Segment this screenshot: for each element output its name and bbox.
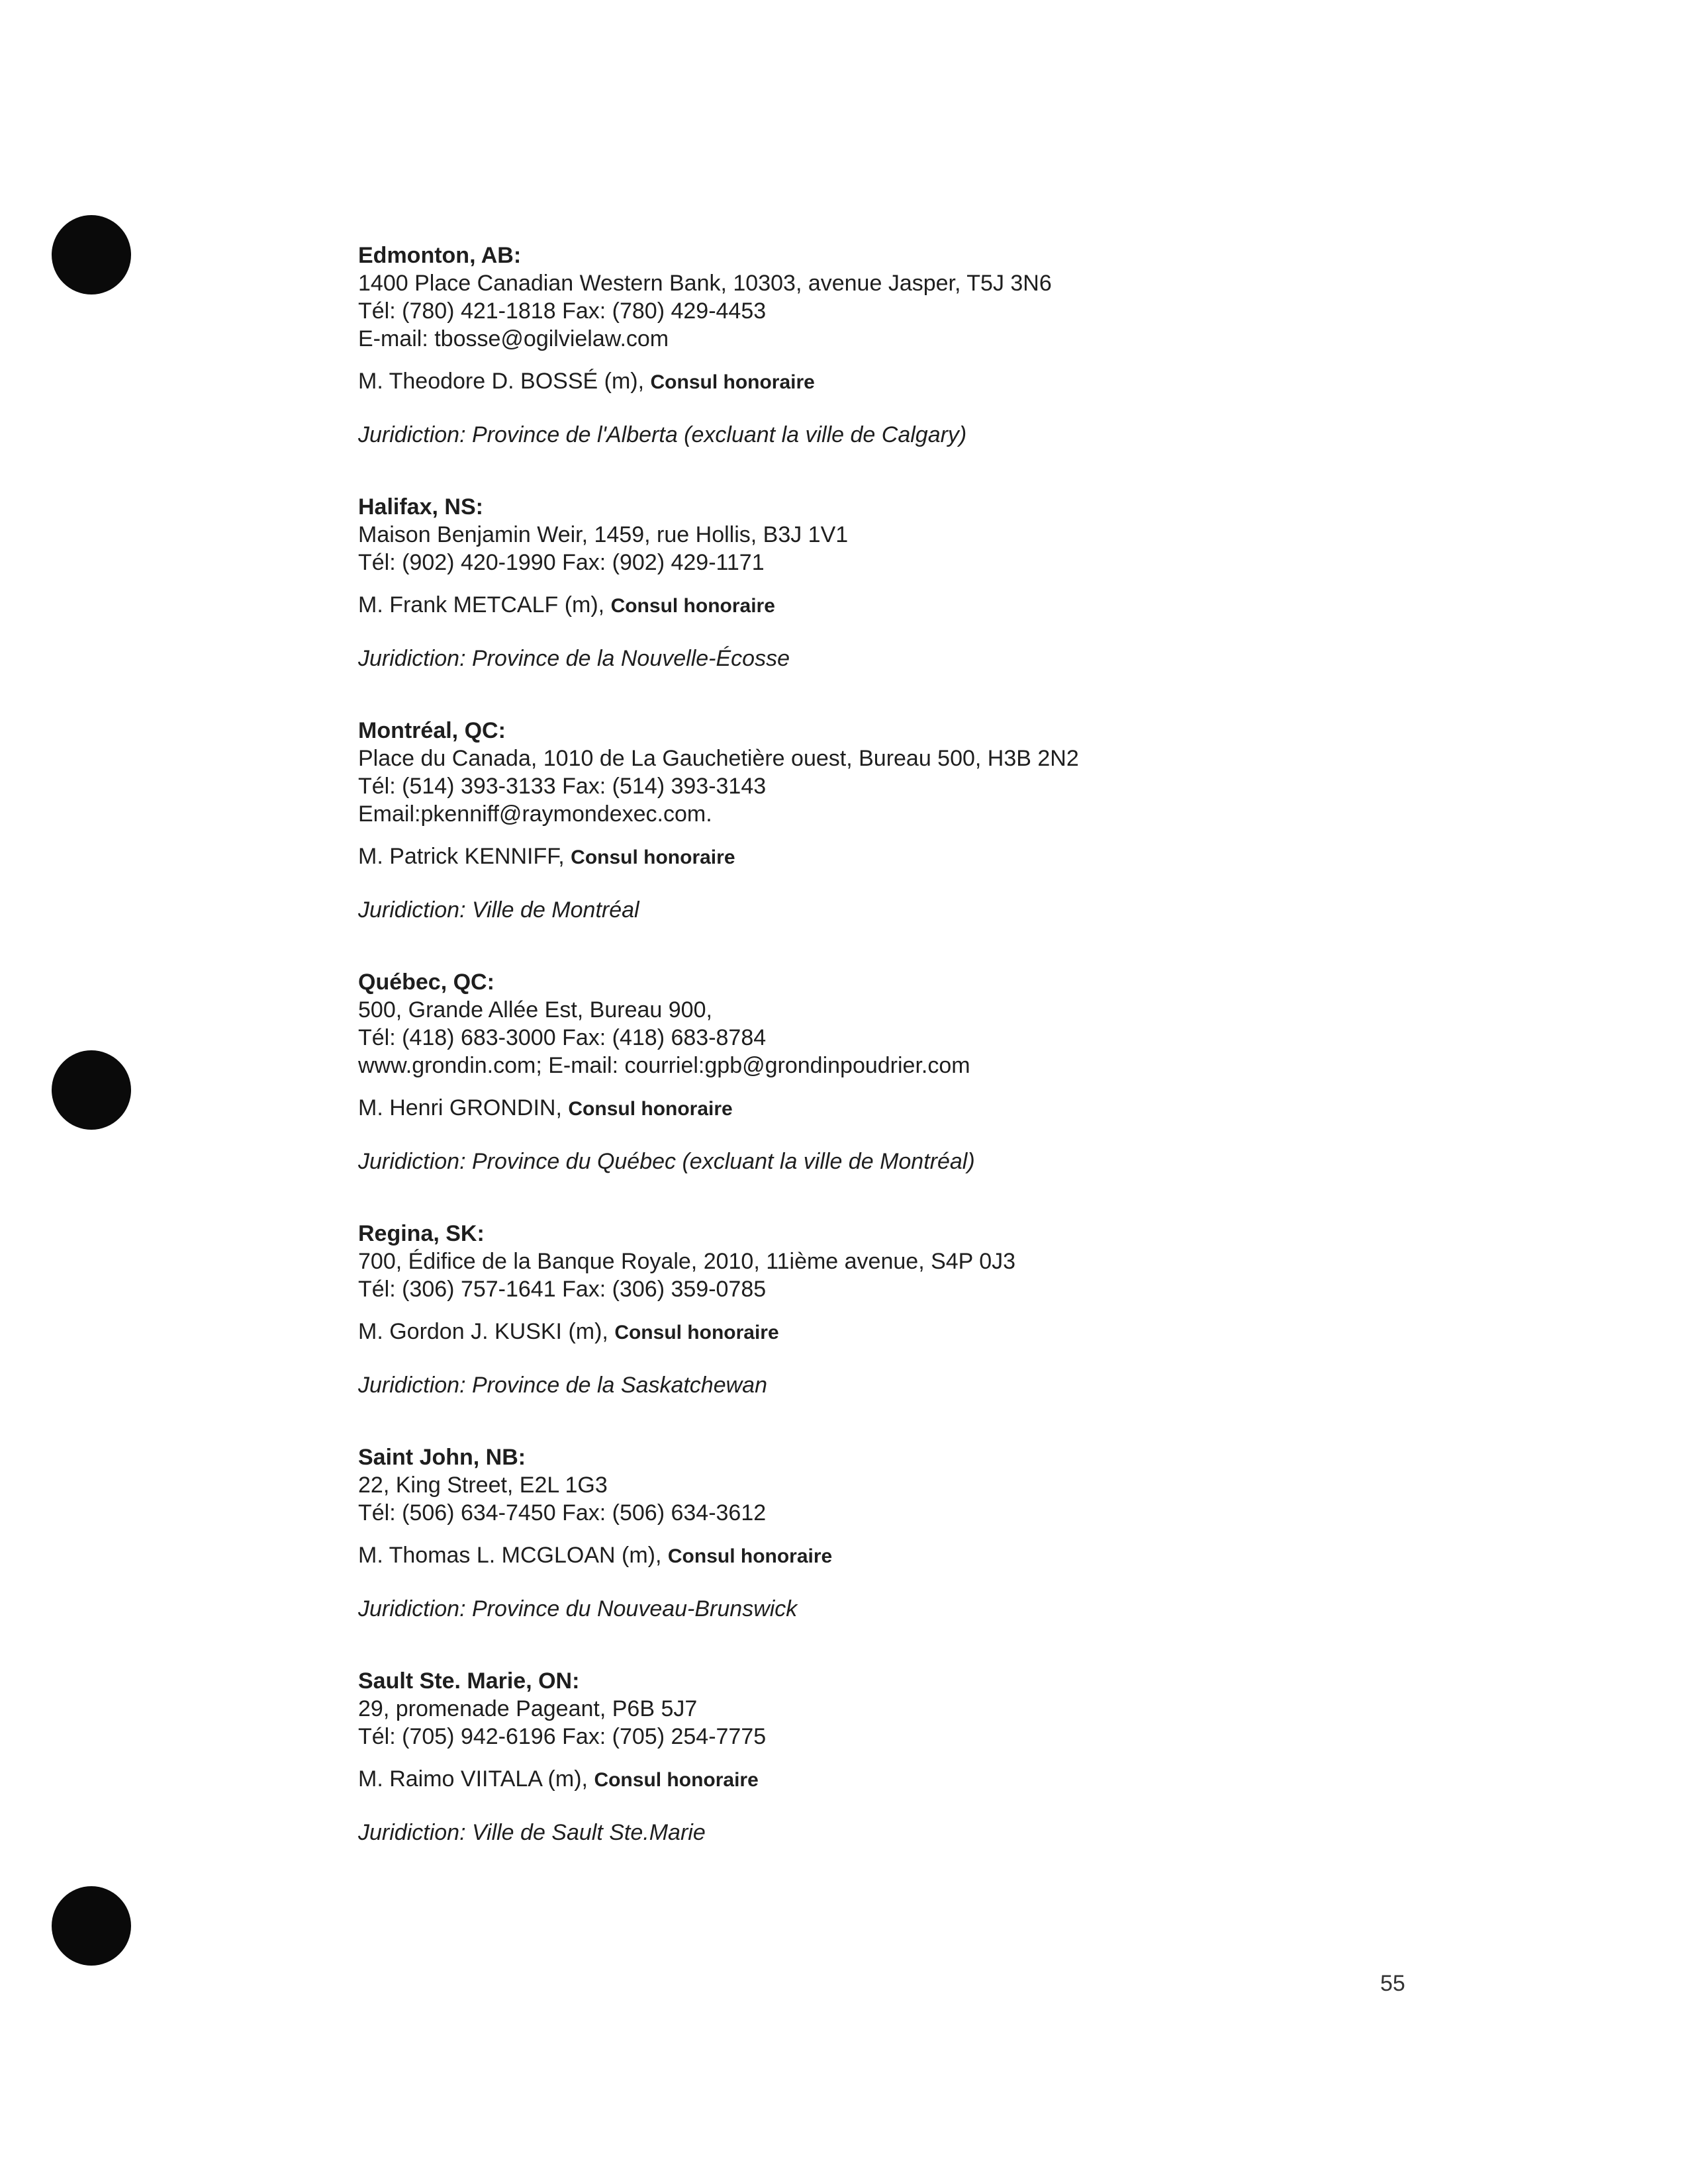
consul-role: Consul honoraire [568, 1098, 733, 1120]
consulate-entry-sault-ste-marie [358, 1667, 1483, 1846]
city-heading: Montréal, QC: [358, 718, 506, 743]
consul-role: Consul honoraire [610, 595, 775, 617]
city-heading: Sault Ste. Marie, ON: [358, 1668, 580, 1694]
consul-name: M. Theodore D. BOSSÉ (m), [358, 369, 645, 394]
consul-name: M. Frank METCALF (m), [358, 592, 605, 617]
jurisdiction: Juridiction: Province du Nouveau-Brunswick [358, 1596, 798, 1621]
phone-fax-line: Tél: (902) 420-1990 Fax: (902) 429-1171 [358, 550, 765, 575]
consul-line [358, 842, 1483, 872]
consulate-entry-montreal [358, 717, 1483, 924]
consulate-entry-regina [358, 1220, 1483, 1399]
city-heading: Edmonton, AB: [358, 243, 522, 268]
consul-line [358, 1541, 1483, 1570]
phone-fax-line: Tél: (306) 757-1641 Fax: (306) 359-0785 [358, 1277, 767, 1302]
address-line: Place du Canada, 1010 de La Gauchetière ouest, Bureau 500, H3B 2N2 [358, 746, 1079, 771]
city-heading: Saint John, NB: [358, 1445, 526, 1470]
jurisdiction: Juridiction: Ville de Montréal [358, 897, 639, 923]
consul-name: M. Henri GRONDIN, [358, 1095, 562, 1120]
consul-role: Consul honoraire [614, 1322, 779, 1343]
jurisdiction: Juridiction: Province de la Nouvelle-Écosse [358, 646, 790, 671]
address-line: 29, promenade Pageant, P6B 5J7 [358, 1696, 698, 1721]
address-line: 1400 Place Canadian Western Bank, 10303, avenue Jasper, T5J 3N6 [358, 271, 1052, 296]
phone-fax-line: Tél: (418) 683-3000 Fax: (418) 683-8784 [358, 1025, 767, 1050]
jurisdiction: Juridiction: Ville de Sault Ste.Marie [358, 1820, 706, 1845]
phone-fax-line: Tél: (705) 942-6196 Fax: (705) 254-7775 [358, 1724, 767, 1749]
consul-line [358, 1318, 1483, 1347]
jurisdiction: Juridiction: Province du Québec (excluant la ville de Montréal) [358, 1149, 975, 1174]
phone-fax-line: Tél: (780) 421-1818 Fax: (780) 429-4453 [358, 298, 767, 324]
jurisdiction: Juridiction: Province de l'Alberta (excluant la ville de Calgary) [358, 422, 967, 447]
consulate-entry-edmonton [358, 242, 1483, 449]
consul-role: Consul honoraire [667, 1545, 833, 1567]
consul-name: M. Raimo VIITALA (m), [358, 1766, 588, 1792]
consul-line [358, 367, 1483, 396]
address-line: 500, Grande Allée Est, Bureau 900, [358, 997, 712, 1023]
consulate-list [358, 242, 1483, 1891]
consul-role: Consul honoraire [594, 1769, 759, 1791]
consul-line [358, 1765, 1483, 1794]
jurisdiction: Juridiction: Province de la Saskatchewan [358, 1373, 767, 1398]
email-line: Email:pkenniff@raymondexec.com. [358, 801, 712, 827]
binder-hole-middle [52, 1050, 131, 1130]
address-line: Maison Benjamin Weir, 1459, rue Hollis, B3J 1V1 [358, 522, 849, 547]
consulate-entry-quebec [358, 968, 1483, 1175]
consul-name: M. Thomas L. MCGLOAN (m), [358, 1543, 662, 1568]
city-heading: Regina, SK: [358, 1221, 485, 1246]
phone-fax-line: Tél: (506) 634-7450 Fax: (506) 634-3612 [358, 1500, 767, 1525]
city-heading: Québec, QC: [358, 970, 494, 995]
phone-fax-line: Tél: (514) 393-3133 Fax: (514) 393-3143 [358, 774, 767, 799]
web-email-line: www.grondin.com; E-mail: courriel:gpb@grondinpoudrier.com [358, 1053, 970, 1078]
binder-hole-bottom [52, 1886, 131, 1966]
binder-hole-top [52, 215, 131, 295]
consulate-entry-saint-john [358, 1443, 1483, 1623]
consul-line [358, 591, 1483, 620]
city-heading: Halifax, NS: [358, 494, 483, 520]
consul-name: M. Patrick KENNIFF, [358, 844, 565, 869]
consul-name: M. Gordon J. KUSKI (m), [358, 1319, 608, 1344]
address-line: 700, Édifice de la Banque Royale, 2010, 11ième avenue, S4P 0J3 [358, 1249, 1016, 1274]
email-line: E-mail: tbosse@ogilvielaw.com [358, 326, 669, 351]
consul-role: Consul honoraire [650, 371, 815, 393]
consulate-entry-halifax [358, 493, 1483, 672]
address-line: 22, King Street, E2L 1G3 [358, 1473, 608, 1498]
page-number: 55 [1380, 1971, 1405, 1996]
consul-role: Consul honoraire [571, 846, 735, 868]
consul-line [358, 1094, 1483, 1123]
